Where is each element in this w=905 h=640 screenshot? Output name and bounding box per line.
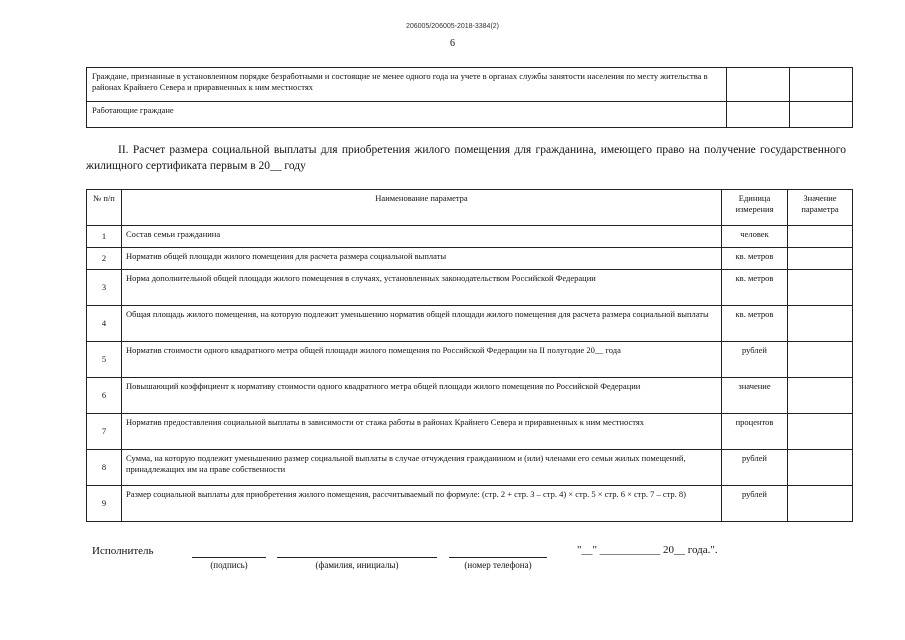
signature-caption: (подпись) [210,560,248,570]
row-number: 8 [87,450,122,486]
page-number: 6 [450,38,455,49]
blank-cell [790,68,853,102]
blank-cell [790,102,853,128]
header-parameter-name: Наименование параметра [122,190,722,226]
row-number: 1 [87,226,122,248]
unit-cell: кв. метров [722,248,788,270]
table-row [87,270,853,306]
section-title: II. Расчет размера социальной выплаты для приобретения жилого помещения для гражданина, имеющего право на получение государственного жилищного сертификата первым в 20__ году [86,144,846,172]
table-row [87,68,853,102]
date-placeholder: "__" ___________ 20__ года.". [577,544,718,556]
parameter-name: Размер социальной выплаты для приобретения жилого помещения, рассчитываемый по формуле: (стр. 2 + стр. 3 – стр. 4) × стр. 5 × стр. 6 × стр. 7 – стр. 8) [122,486,722,522]
row-number: 7 [87,414,122,450]
unit-cell: рублей [722,450,788,486]
row-number: 2 [87,248,122,270]
continuation-table [86,67,853,128]
name-line [277,545,437,558]
header-number: № п/п [87,190,122,226]
table-row [87,102,853,128]
value-cell [788,414,853,450]
parameter-name: Норматив предоставления социальной выплаты в зависимости от стажа работы в районах Крайнего Севера и приравненных к ним местностях [122,414,722,450]
continuation-row-text: Работающие граждане [87,102,727,128]
phone-caption: (номер телефона) [464,560,532,570]
signature-line [192,545,266,558]
parameter-name: Норматив общей площади жилого помещения для расчета размера социальной выплаты [122,248,722,270]
value-cell [788,450,853,486]
parameter-name: Норматив стоимости одного квадратного метра общей площади жилого помещения по Российской Федерации на II полугодие 20__ года [122,342,722,378]
unit-cell: кв. метров [722,306,788,342]
header-unit: Единица измерения [722,190,788,226]
blank-cell [727,68,790,102]
row-number: 4 [87,306,122,342]
row-number: 5 [87,342,122,378]
name-caption: (фамилия, инициалы) [315,560,399,570]
value-cell [788,342,853,378]
table-row [87,450,853,486]
document-code: 206005/206005-2018-3384(2) [405,23,500,30]
parameter-name: Сумма, на которую подлежит уменьшению размер социальной выплаты в случае отчуждения гражданином и (или) членами его семьи жилых помещений, принадлежащих им на праве собственности [122,450,722,486]
unit-cell: процентов [722,414,788,450]
table-row [87,248,853,270]
blank-cell [727,102,790,128]
parameter-name: Повышающий коэффициент к нормативу стоимости одного квадратного метра общей площади жилого помещения по Российской Федерации [122,378,722,414]
value-cell [788,270,853,306]
row-number: 6 [87,378,122,414]
calculation-table [86,189,853,522]
parameter-name: Состав семьи гражданина [122,226,722,248]
table-row [87,414,853,450]
table-header-row [87,190,853,226]
value-cell [788,248,853,270]
unit-cell: человек [722,226,788,248]
parameter-name: Общая площадь жилого помещения, на которую подлежит уменьшению норматив общей площади жилого помещения для расчета размера социальной выплаты [122,306,722,342]
table-row [87,306,853,342]
table-row [87,378,853,414]
value-cell [788,486,853,522]
row-number: 3 [87,270,122,306]
table-row [87,226,853,248]
parameter-name: Норма дополнительной общей площади жилого помещения в случаях, установленных законодательством Российской Федерации [122,270,722,306]
unit-cell: рублей [722,342,788,378]
unit-cell: рублей [722,486,788,522]
value-cell [788,378,853,414]
table-row [87,342,853,378]
continuation-row-text: Граждане, признанные в установленном порядке безработными и состоящие не менее одного года на учете в органах службы занятости населения по месту жительства в районах Крайнего Севера и приравненных к ним местностях [87,68,727,102]
value-cell [788,226,853,248]
unit-cell: значение [722,378,788,414]
phone-line [449,545,547,558]
row-number: 9 [87,486,122,522]
unit-cell: кв. метров [722,270,788,306]
header-value: Значение параметра [788,190,853,226]
table-row [87,486,853,522]
executor-label: Исполнитель [92,545,154,557]
value-cell [788,306,853,342]
